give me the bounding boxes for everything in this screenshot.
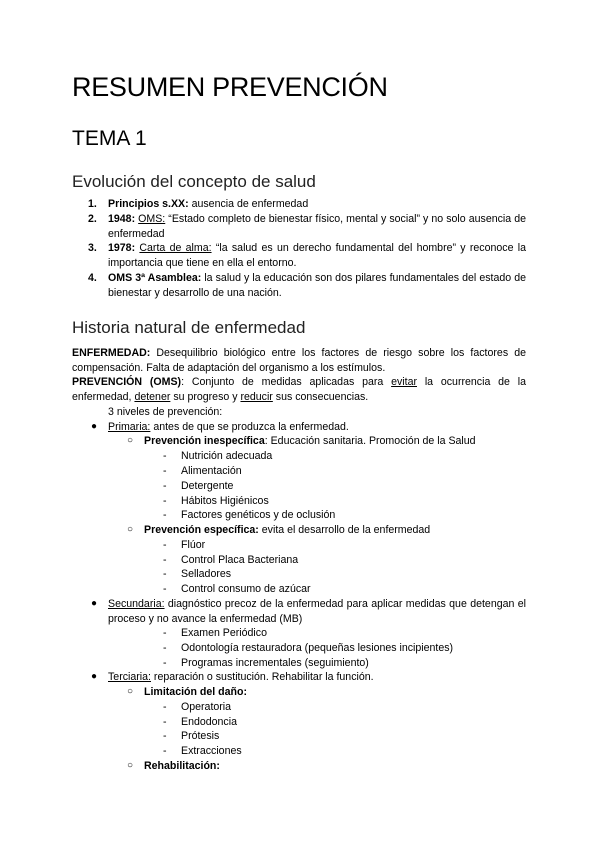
dash-bullet-icon: - [163, 642, 167, 654]
niveles-text: 3 niveles de prevención: [108, 406, 223, 418]
list-item: 4. OMS 3ª Asamblea: la salud y la educación son dos pilares fundamentales del estado de bienestar y desarrollo de una nación. [88, 271, 526, 299]
dash-bullet-icon: - [163, 539, 167, 551]
dash-bullet-icon: - [163, 480, 167, 492]
disc-bullet-icon: ● [91, 598, 98, 609]
tema-heading: TEMA 1 [72, 127, 147, 150]
list-item: 1. Principios s.XX: ausencia de enfermedad [88, 198, 309, 210]
list-item: Flúor [181, 539, 206, 551]
list-item: Prótesis [181, 730, 220, 742]
list-item: Odontología restauradora (pequeñas lesiones incipientes) [181, 642, 454, 654]
list-item: Control consumo de azúcar [181, 583, 311, 595]
list-item: Alimentación [181, 465, 242, 477]
dash-bullet-icon: - [163, 730, 167, 742]
dash-bullet-icon: - [163, 657, 167, 669]
enfermedad-definition: ENFERMEDAD: Desequilibrio biológico entre los factores de riesgo sobre los factores de compensación. Falta de adaptación del organismo a los estímulos. [72, 347, 526, 374]
list-item: Control Placa Bacteriana [181, 554, 299, 566]
list-item: Programas incrementales (seguimiento) [181, 657, 369, 669]
section-heading-historia: Historia natural de enfermedad [72, 318, 306, 337]
circle-bullet-icon: ○ [127, 760, 134, 771]
terciaria-item: Terciaria: reparación o sustitución. Rehabilitar la función. [108, 671, 374, 683]
list-item: 2. 1948: OMS: “Estado completo de bienestar físico, mental y social” y no solo ausencia de enfermedad [88, 212, 526, 240]
dash-bullet-icon: - [163, 509, 167, 521]
dash-bullet-icon: - [163, 554, 167, 566]
dash-bullet-icon: - [163, 465, 167, 477]
document-title: RESUMEN PREVENCIÓN [72, 72, 388, 102]
dash-bullet-icon: - [163, 568, 167, 580]
disc-bullet-icon: ● [91, 421, 98, 432]
disc-bullet-icon: ● [91, 671, 98, 682]
section-heading-evolucion: Evolución del concepto de salud [72, 172, 316, 191]
list-item: Examen Periódico [181, 627, 267, 639]
dash-bullet-icon: - [163, 701, 167, 713]
prevencion-especifica: Prevención específica: evita el desarrollo de la enfermedad [144, 524, 431, 536]
limitacion-dano: Limitación del daño: [144, 686, 247, 698]
list-item: Endodoncia [181, 716, 237, 728]
list-item: Hábitos Higiénicos [181, 495, 269, 507]
list-item: Extracciones [181, 745, 242, 757]
primaria-item: Primaria: antes de que se produzca la enfermedad. [108, 421, 349, 433]
dash-bullet-icon: - [163, 583, 167, 595]
list-item: 3. 1978: Carta de alma: “la salud es un derecho fundamental del hombre” y reconoce la importancia que tiene en ella el entorno. [88, 242, 526, 270]
list-item: Nutrición adecuada [181, 450, 273, 462]
list-item: Selladores [181, 568, 232, 580]
dash-bullet-icon: - [163, 450, 167, 462]
list-item: Detergente [181, 480, 234, 492]
circle-bullet-icon: ○ [127, 435, 134, 446]
list-item: Factores genéticos y de oclusión [181, 509, 336, 521]
dash-bullet-icon: - [163, 495, 167, 507]
prevencion-inespecifica: Prevención inespecífica: Educación sanitaria. Promoción de la Salud [144, 435, 476, 447]
circle-bullet-icon: ○ [127, 524, 134, 535]
secundaria-item: Secundaria: diagnóstico precoz de la enfermedad para aplicar medidas que detengan el proceso y no avance la enfermedad (MB) [108, 598, 526, 625]
rehabilitacion: Rehabilitación: [144, 760, 220, 772]
evolucion-list [88, 197, 526, 301]
circle-bullet-icon: ○ [127, 686, 134, 697]
list-item: Operatoria [181, 701, 232, 713]
dash-bullet-icon: - [163, 627, 167, 639]
dash-bullet-icon: - [163, 745, 167, 757]
prevencion-definition: PREVENCIÓN (OMS): Conjunto de medidas aplicadas para evitar la ocurrencia de la enfermedad, detener su progreso y reducir sus consecuencias. [72, 376, 526, 403]
dash-bullet-icon: - [163, 716, 167, 728]
